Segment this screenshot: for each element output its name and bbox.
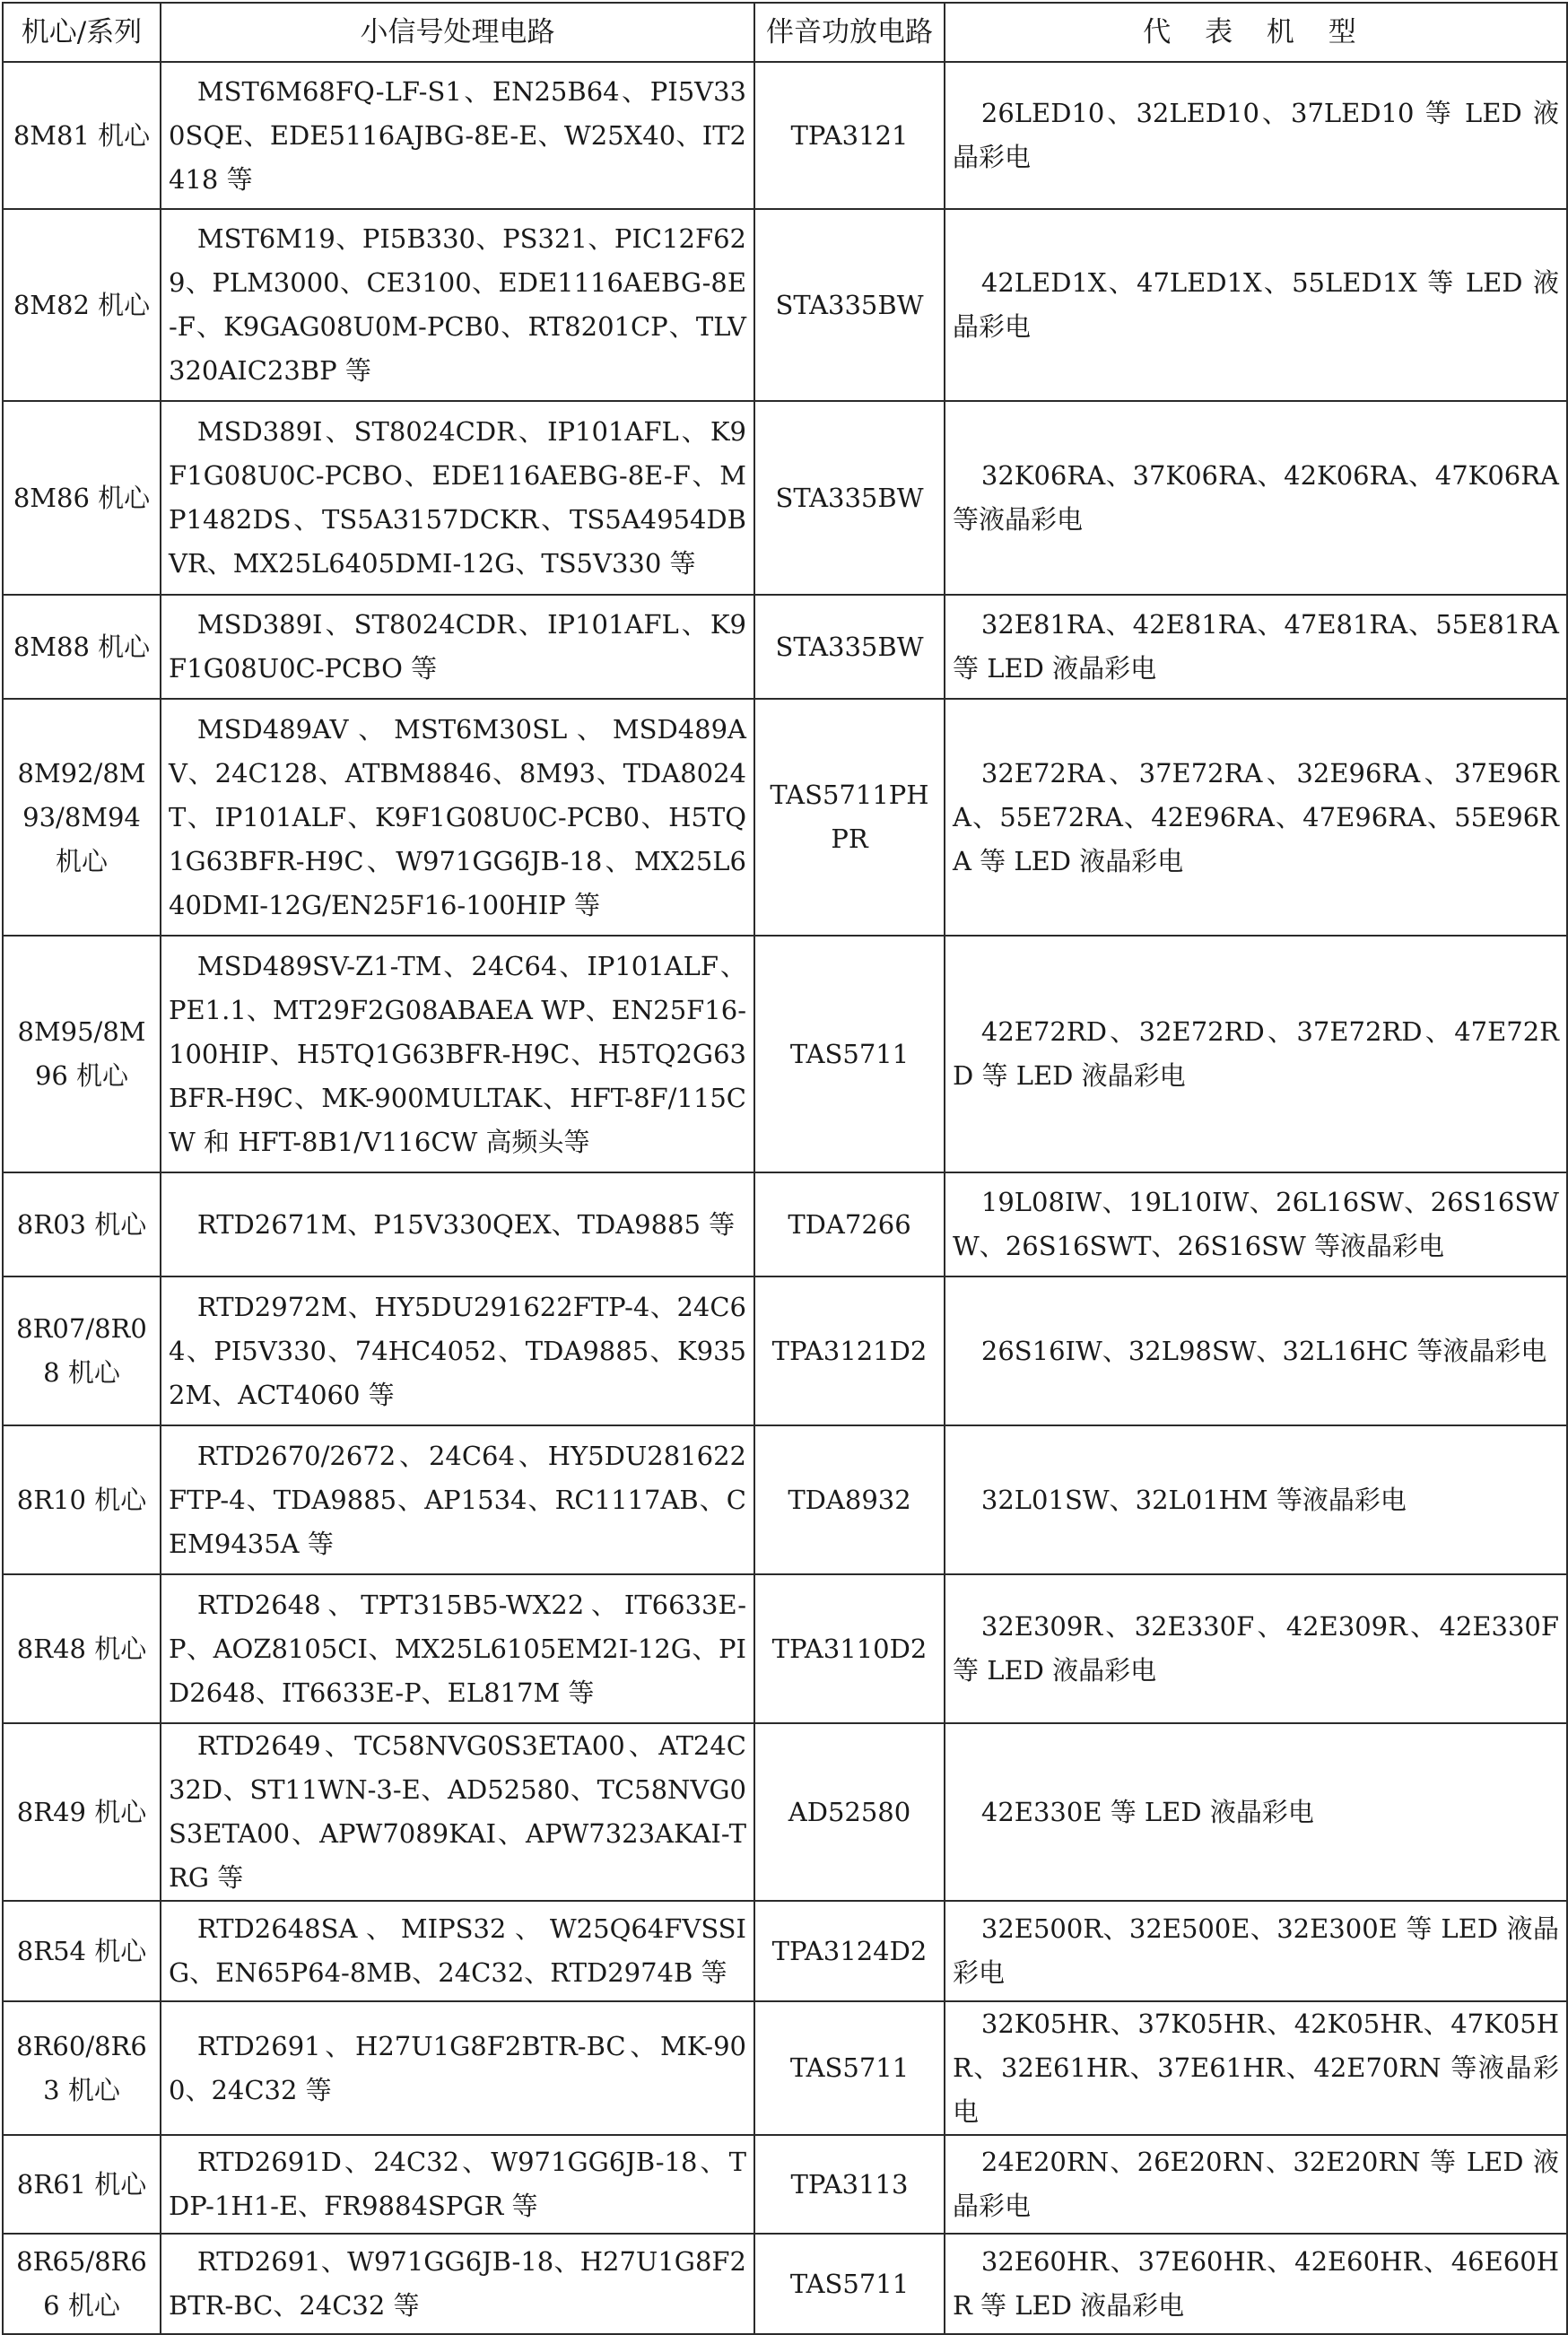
header-row	[3, 3, 1567, 62]
chassis-cell: 8R48 机心	[3, 1574, 161, 1723]
audio-amp-cell: STA335BW	[754, 209, 945, 401]
chassis-cell: 8R54 机心	[3, 1901, 161, 2001]
audio-amp-cell: AD52580	[754, 1723, 945, 1901]
chassis-cell: 8R61 机心	[3, 2135, 161, 2234]
chassis-spec-table	[2, 2, 1568, 2335]
models-cell: 32E81RA、42E81RA、47E81RA、55E81RA 等 LED 液晶彩电	[945, 595, 1567, 699]
chassis-cell: 8M88 机心	[3, 595, 161, 699]
audio-amp-cell: TPA3121	[754, 62, 945, 209]
small-signal-cell: RTD2691D、24C32、W971GG6JB-18、TDP-1H1-E、FR9884SPGR 等	[161, 2135, 754, 2234]
small-signal-cell: RTD2648SA、MIPS32、W25Q64FVSSIG、EN65P64-8MB、24C32、RTD2974B 等	[161, 1901, 754, 2001]
table-row	[3, 595, 1567, 699]
table-row	[3, 936, 1567, 1172]
small-signal-cell: MST6M19、PI5B330、PS321、PIC12F629、PLM3000、CE3100、EDE1116AEBG-8E-F、K9GAG08U0M-PCB0、RT8201CP、TLV320AIC23BP 等	[161, 209, 754, 401]
audio-amp-cell: TPA3121D2	[754, 1276, 945, 1425]
table-row	[3, 1172, 1567, 1276]
audio-amp-cell: TPA3113	[754, 2135, 945, 2234]
small-signal-cell: MSD389I、ST8024CDR、IP101AFL、K9F1G08U0C-PCBO、EDE116AEBG-8E-F、MP1482DS、TS5A3157DCKR、TS5A4954DBVR、MX25L6405DMI-12G、TS5V330 等	[161, 401, 754, 595]
table-row	[3, 1425, 1567, 1574]
models-cell: 32E309R、32E330F、42E309R、42E330F 等 LED 液晶彩电	[945, 1574, 1567, 1723]
table-row	[3, 1901, 1567, 2001]
table-row	[3, 2135, 1567, 2234]
models-cell: 32K06RA、37K06RA、42K06RA、47K06RA 等液晶彩电	[945, 401, 1567, 595]
chassis-cell: 8R07/8R08 机心	[3, 1276, 161, 1425]
chassis-cell: 8M86 机心	[3, 401, 161, 595]
models-cell: 19L08IW、19L10IW、26L16SW、26S16SWW、26S16SWT、26S16SW 等液晶彩电	[945, 1172, 1567, 1276]
table-row	[3, 1723, 1567, 1901]
audio-amp-cell: TAS5711	[754, 936, 945, 1172]
audio-amp-cell: STA335BW	[754, 595, 945, 699]
chassis-cell: 8R60/8R63 机心	[3, 2001, 161, 2135]
table-row	[3, 401, 1567, 595]
table-row	[3, 209, 1567, 401]
small-signal-cell: RTD2691、W971GG6JB-18、H27U1G8F2BTR-BC、24C32 等	[161, 2234, 754, 2334]
table-row	[3, 62, 1567, 209]
small-signal-cell: RTD2671M、P15V330QEX、TDA9885 等	[161, 1172, 754, 1276]
models-cell: 26S16IW、32L98SW、32L16HC 等液晶彩电	[945, 1276, 1567, 1425]
chassis-cell: 8M82 机心	[3, 209, 161, 401]
table-row	[3, 1276, 1567, 1425]
audio-amp-cell: TAS5711	[754, 2001, 945, 2135]
models-cell: 32E72RA、37E72RA、32E96RA、37E96RA、55E72RA、42E96RA、47E96RA、55E96RA 等 LED 液晶彩电	[945, 699, 1567, 936]
chassis-cell: 8R65/8R66 机心	[3, 2234, 161, 2334]
models-cell: 32E500R、32E500E、32E300E 等 LED 液晶彩电	[945, 1901, 1567, 2001]
models-cell: 26LED10、32LED10、37LED10 等 LED 液晶彩电	[945, 62, 1567, 209]
small-signal-cell: RTD2649、TC58NVG0S3ETA00、AT24C32D、ST11WN-3-E、AD52580、TC58NVG0S3ETA00、APW7089KAI、APW7323AKAI-TRG 等	[161, 1723, 754, 1901]
models-cell: 32L01SW、32L01HM 等液晶彩电	[945, 1425, 1567, 1574]
audio-amp-cell: TAS5711PHPR	[754, 699, 945, 936]
chassis-cell: 8M95/8M96 机心	[3, 936, 161, 1172]
small-signal-cell: RTD2691、H27U1G8F2BTR-BC、MK-900、24C32 等	[161, 2001, 754, 2135]
models-cell: 32E60HR、37E60HR、42E60HR、46E60HR 等 LED 液晶彩电	[945, 2234, 1567, 2334]
audio-amp-cell: STA335BW	[754, 401, 945, 595]
models-cell: 24E20RN、26E20RN、32E20RN 等 LED 液晶彩电	[945, 2135, 1567, 2234]
small-signal-cell: MSD489SV-Z1-TM、24C64、IP101ALF、PE1.1、MT29F2G08ABAEA WP、EN25F16-100HIP、H5TQ1G63BFR-H9C、H5TQ2G63BFR-H9C、MK-900MULTAK、HFT-8F/115CW 和 HFT-8B1/V116CW 高频头等	[161, 936, 754, 1172]
small-signal-cell: RTD2972M、HY5DU291622FTP-4、24C64、PI5V330、74HC4052、TDA9885、K9352M、ACT4060 等	[161, 1276, 754, 1425]
chassis-cell: 8R03 机心	[3, 1172, 161, 1276]
table-row	[3, 2001, 1567, 2135]
small-signal-cell: MSD389I、ST8024CDR、IP101AFL、K9F1G08U0C-PCBO 等	[161, 595, 754, 699]
audio-amp-cell: TPA3110D2	[754, 1574, 945, 1723]
small-signal-cell: RTD2648、TPT315B5-WX22、IT6633E-P、AOZ8105CI、MX25L6105EM2I-12G、PID2648、IT6633E-P、EL817M 等	[161, 1574, 754, 1723]
models-cell: 42E72RD、32E72RD、37E72RD、47E72RD 等 LED 液晶彩电	[945, 936, 1567, 1172]
chassis-cell: 8M81 机心	[3, 62, 161, 209]
models-cell: 42LED1X、47LED1X、55LED1X 等 LED 液晶彩电	[945, 209, 1567, 401]
chassis-cell: 8R49 机心	[3, 1723, 161, 1901]
models-cell: 42E330E 等 LED 液晶彩电	[945, 1723, 1567, 1901]
header-models: 代 表 机 型	[945, 3, 1567, 62]
header-audio-amp: 伴音功放电路	[754, 3, 945, 62]
audio-amp-cell: TDA8932	[754, 1425, 945, 1574]
table-row	[3, 699, 1567, 936]
chassis-cell: 8M92/8M93/8M94 机心	[3, 699, 161, 936]
models-cell: 32K05HR、37K05HR、42K05HR、47K05HR、32E61HR、37E61HR、42E70RN 等液晶彩电	[945, 2001, 1567, 2135]
small-signal-cell: MSD489AV、MST6M30SL、MSD489AV、24C128、ATBM8846、8M93、TDA8024T、IP101ALF、K9F1G08U0C-PCB0、H5TQ1G63BFR-H9C、W971GG6JB-18、MX25L640DMI-12G/EN25F16-100HIP 等	[161, 699, 754, 936]
chassis-cell: 8R10 机心	[3, 1425, 161, 1574]
header-chassis: 机心/系列	[3, 3, 161, 62]
table-row	[3, 1574, 1567, 1723]
small-signal-cell: MST6M68FQ-LF-S1、EN25B64、PI5V330SQE、EDE5116AJBG-8E-E、W25X40、IT2418 等	[161, 62, 754, 209]
audio-amp-cell: TDA7266	[754, 1172, 945, 1276]
audio-amp-cell: TPA3124D2	[754, 1901, 945, 2001]
table-row	[3, 2234, 1567, 2334]
small-signal-cell: RTD2670/2672、24C64、HY5DU281622FTP-4、TDA9885、AP1534、RC1117AB、CEM9435A 等	[161, 1425, 754, 1574]
audio-amp-cell: TAS5711	[754, 2234, 945, 2334]
header-small-signal: 小信号处理电路	[161, 3, 754, 62]
